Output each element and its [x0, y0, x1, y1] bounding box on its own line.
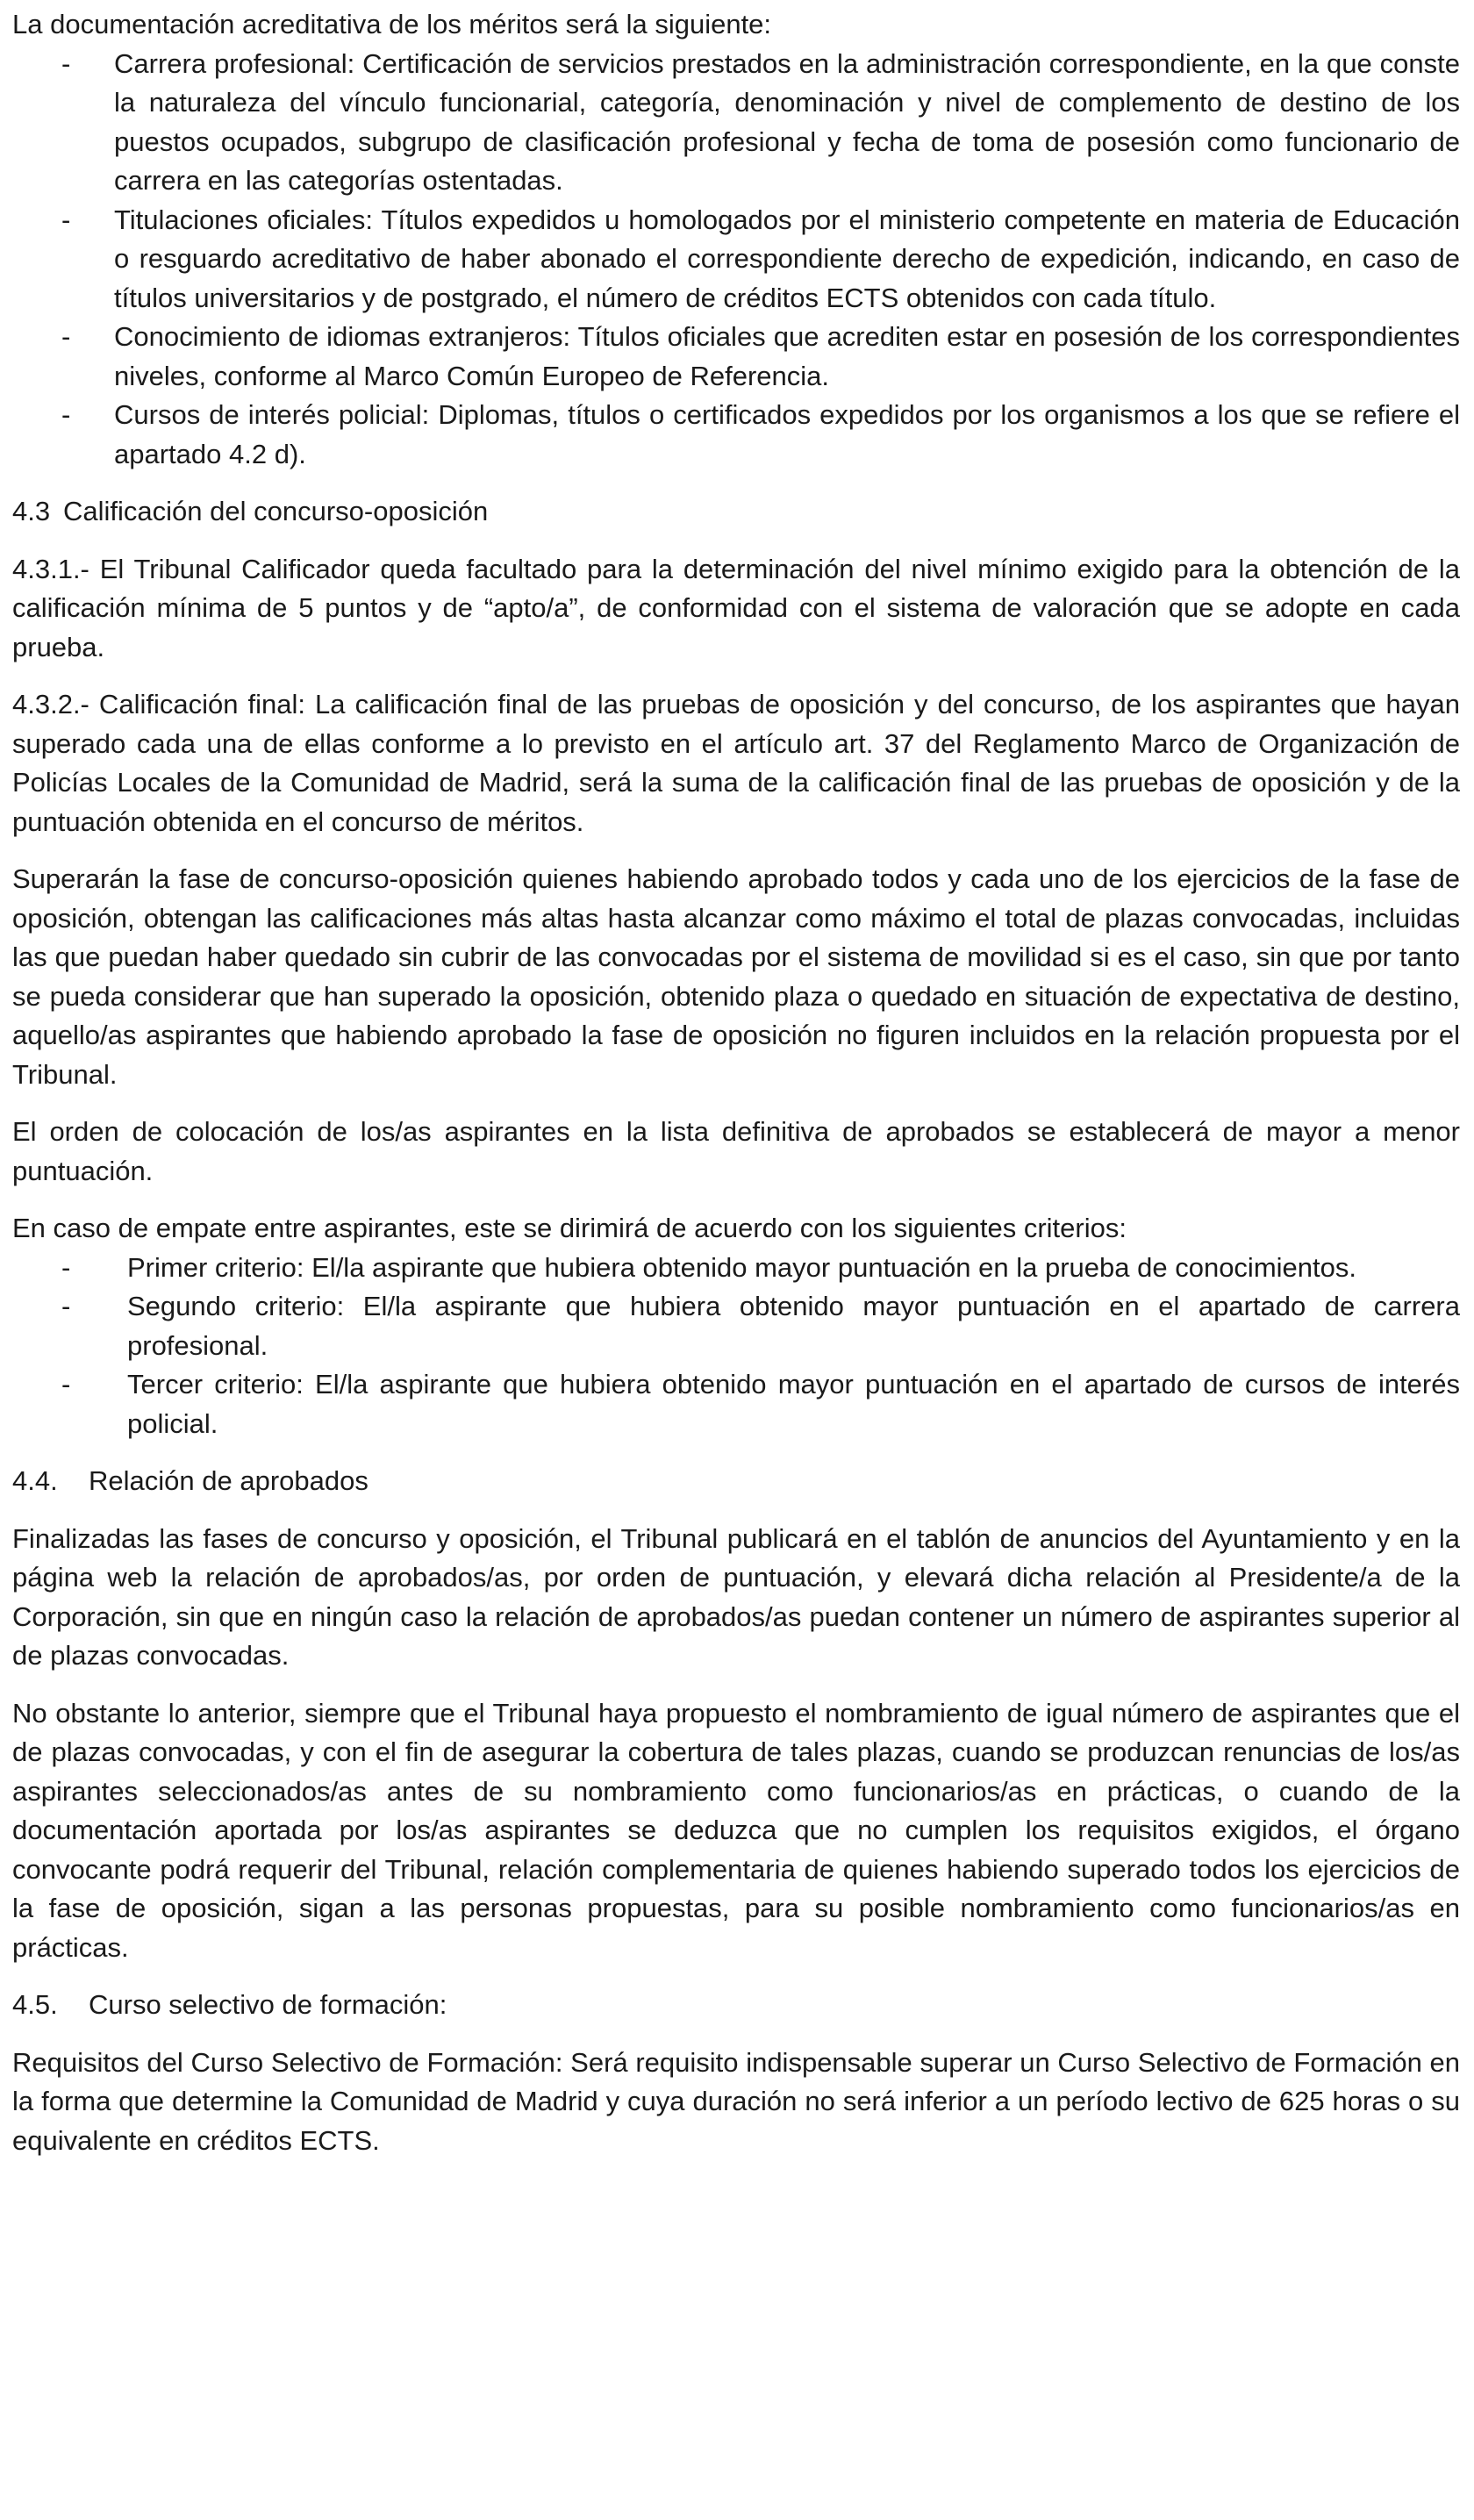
- paragraph-finalizadas: Finalizadas las fases de concurso y oposición, el Tribunal publicará en el tablón de anuncios del Ayuntamiento y en la página web la relación de aprobados/as, por orden de puntuación, y elevará dicha relación al Presidente/a de la Corporación, sin que en ningún caso la relación de aprobados/as puedan contener un número de aspirantes superior al de plazas convocadas.: [12, 1522, 1460, 1671]
- tie-criterion-text: Primer criterio: El/la aspirante que hubiera obtenido mayor puntuación en la prueba de conocimientos.: [127, 1251, 1356, 1283]
- tie-criterion-second: [12, 1287, 1460, 1365]
- merit-item-text: Cursos de interés policial: Diplomas, títulos o certificados expedidos por los organismos a los que se refiere el apartado 4.2 d).: [114, 399, 1460, 469]
- list-dash: -: [61, 1251, 71, 1283]
- section-number: 4.5.: [12, 1989, 58, 2020]
- section-title: Relación de aprobados: [89, 1465, 368, 1496]
- intro-paragraph: La documentación acreditativa de los méritos será la siguiente:: [12, 9, 772, 39]
- list-dash: -: [61, 1369, 71, 1400]
- paragraph-no-obstante: No obstante lo anterior, siempre que el Tribunal haya propuesto el nombramiento de igual número de aspirantes que el de plazas convocadas, y con el fin de asegurar la cobertura de tales plazas, cuando se produzcan renuncias de los/as aspirantes seleccionados/as antes de su nombramiento como funcionarios/as en prácticas, o cuando de la documentación aportada por los/as aspirantes se deduzca que no cumplen los requisitos exigidos, el órgano convocante podrá requerir del Tribunal, relación complementaria de quienes habiendo superado todos los ejercicios de la fase de oposición, sigan a las personas propuestas, para su posible nombramiento como funcionarios/as en prácticas.: [12, 1697, 1460, 1963]
- list-dash: -: [61, 1291, 71, 1321]
- tie-criterion-text: Segundo criterio: El/la aspirante que hubiera obtenido mayor puntuación en el apartado de carrera profesional.: [127, 1291, 1460, 1361]
- list-dash: -: [61, 204, 71, 235]
- paragraph-4-3-2: 4.3.2.- Calificación final: La calificación final de las pruebas de oposición y del concurso, de los aspirantes que hayan superado cada una de ellas conforme a lo previsto en el artículo art. 37 del Reglamento Marco de Organización de Policías Locales de la Comunidad de Madrid, será la suma de la calificación final de las pruebas de oposición y de la puntuación obtenida en el concurso de méritos.: [12, 689, 1460, 837]
- list-dash: -: [61, 47, 71, 79]
- tie-criterion-first: [12, 1249, 1460, 1288]
- section-title: Curso selectivo de formación:: [89, 1989, 447, 2020]
- paragraph-4-3-1: 4.3.1.- El Tribunal Calificador queda facultado para la determinación del nivel mínimo exigido para la obtención de la calificación mínima de 5 puntos y de “apto/a”, de conformidad con el sistema de valoración que se adopte en cada prueba.: [12, 553, 1460, 662]
- merit-item-cursos: [12, 396, 1460, 474]
- merit-item-text: Titulaciones oficiales: Títulos expedidos u homologados por el ministerio competente en materia de Educación o resguardo acreditativo de haber abonado el correspondiente derecho de expedición, indicando, en caso de títulos universitarios y de postgrado, el número de créditos ECTS obtenidos con cada título.: [114, 204, 1460, 313]
- list-dash: -: [61, 399, 71, 430]
- merit-item-text: Conocimiento de idiomas extranjeros: Títulos oficiales que acrediten estar en posesión de los correspondientes niveles, conforme al Marco Común Europeo de Referencia.: [114, 321, 1460, 391]
- merit-item-text: Carrera profesional: Certificación de servicios prestados en la administración correspondiente, en la que conste la naturaleza del vínculo funcionarial, categoría, denominación y nivel de complemento de destino de los puestos ocupados, subgrupo de clasificación profesional y fecha de toma de posesión como funcionario de carrera en las categorías ostentadas.: [114, 47, 1460, 196]
- merit-item-titulaciones: [12, 201, 1460, 319]
- paragraph-superaran: Superarán la fase de concurso-oposición quienes habiendo aprobado todos y cada uno de los ejercicios de la fase de oposición, obtengan las calificaciones más altas hasta alcanzar como máximo el total de plazas convocadas, incluidas las que puedan haber quedado sin cubrir de las convocadas por el sistema de movilidad si es el caso, sin que por tanto se pueda considerar que han superado la oposición, obtenido plaza o quedado en situación de expectativa de destino, aquello/as aspirantes que habiendo aprobado la fase de oposición no figuren incluidos en la relación propuesta por el Tribunal.: [12, 863, 1460, 1090]
- section-title: Calificación del concurso-oposición: [63, 496, 489, 526]
- section-heading-4-4: [12, 1462, 1460, 1501]
- section-number: 4.4.: [12, 1465, 58, 1496]
- tie-criterion-third: [12, 1365, 1460, 1443]
- section-heading-4-5: [12, 1986, 1460, 2025]
- paragraph-orden: El orden de colocación de los/as aspirantes en la lista definitiva de aprobados se establecerá de mayor a menor puntuación.: [12, 1116, 1460, 1186]
- merit-item-idiomas: [12, 318, 1460, 396]
- section-number: 4.3: [12, 496, 51, 526]
- tie-criterion-text: Tercer criterio: El/la aspirante que hubiera obtenido mayor puntuación en el apartado de cursos de interés policial.: [127, 1369, 1460, 1439]
- merit-item-carrera: [12, 45, 1460, 201]
- paragraph-requisitos: Requisitos del Curso Selectivo de Formación: Será requisito indispensable superar un Curso Selectivo de Formación en la forma que determine la Comunidad de Madrid y cuya duración no será inferior a un período lectivo de 625 horas o su equivalente en créditos ECTS.: [12, 2046, 1460, 2156]
- section-heading-4-3: [12, 492, 1460, 532]
- list-dash: -: [61, 321, 71, 352]
- paragraph-empate: En caso de empate entre aspirantes, este se dirimirá de acuerdo con los siguientes criterios:: [12, 1213, 1127, 1243]
